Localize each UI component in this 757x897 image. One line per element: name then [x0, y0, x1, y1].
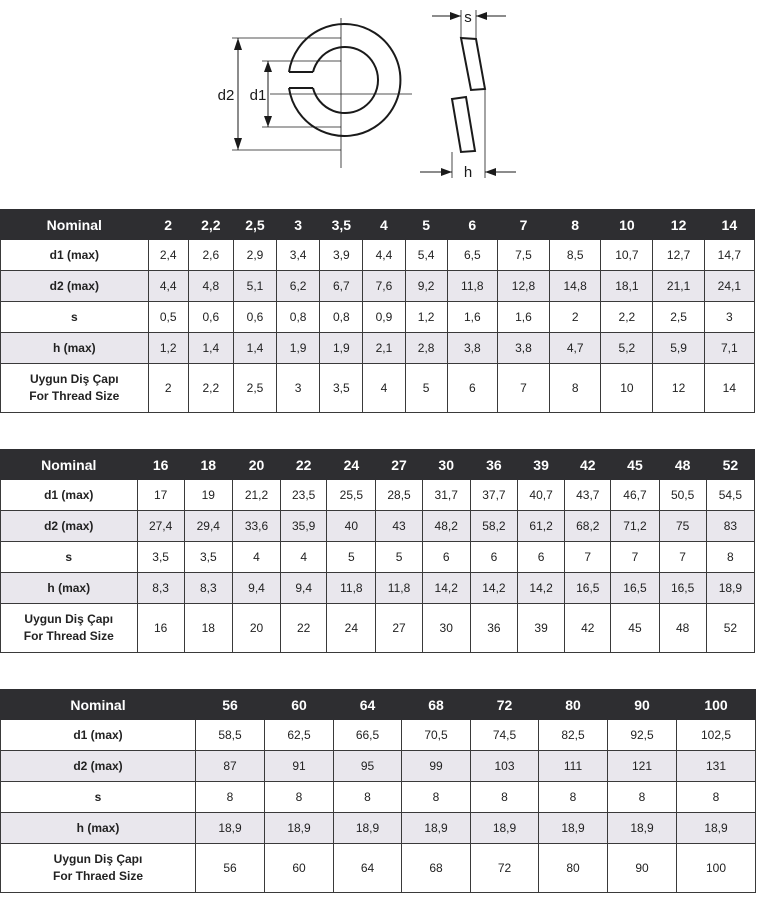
value-cell: 21,1 [653, 271, 704, 302]
value-cell: 3,5 [137, 542, 184, 573]
value-cell: 52 [706, 604, 754, 653]
value-cell: 14,2 [470, 573, 517, 604]
row-label [1, 364, 149, 413]
table-row [1, 480, 755, 511]
value-cell: 12,7 [653, 240, 704, 271]
row-label [1, 573, 138, 604]
nominal-size-header: 18 [184, 450, 232, 480]
value-cell: 12,8 [497, 271, 549, 302]
value-cell: 28,5 [376, 480, 422, 511]
value-cell: 4 [363, 364, 405, 413]
table-row [1, 782, 756, 813]
value-cell: 3 [277, 364, 320, 413]
nominal-size-header: 80 [539, 690, 608, 720]
washer-side-view [452, 10, 485, 178]
value-cell: 6 [447, 364, 497, 413]
value-cell: 10,7 [601, 240, 653, 271]
washer-diagram-svg [130, 8, 626, 184]
nominal-size-header: 5 [405, 210, 447, 240]
value-cell: 16,5 [565, 573, 611, 604]
value-cell: 3,5 [184, 542, 232, 573]
value-cell: 31,7 [422, 480, 470, 511]
value-cell: 18,9 [539, 813, 608, 844]
nominal-size-header: 3 [277, 210, 320, 240]
washer-technical-drawing [130, 8, 626, 184]
value-cell: 4,7 [550, 333, 601, 364]
value-cell: 0,5 [148, 302, 188, 333]
row-label-text: d1 (max) [44, 488, 94, 502]
value-cell: 0,6 [233, 302, 276, 333]
table-row [1, 333, 755, 364]
row-label-text: h (max) [52, 341, 96, 355]
nominal-size-header: 56 [196, 690, 265, 720]
value-cell: 27,4 [137, 511, 184, 542]
value-cell: 4,8 [188, 271, 233, 302]
value-cell: 8 [550, 364, 601, 413]
value-cell: 16,5 [611, 573, 659, 604]
value-cell: 48,2 [422, 511, 470, 542]
row-label [1, 240, 149, 271]
row-label-text: h (max) [47, 581, 91, 595]
value-cell: 91 [265, 751, 334, 782]
header-row [1, 210, 755, 240]
nominal-size-header: 20 [232, 450, 280, 480]
value-cell: 60 [265, 844, 334, 893]
row-label [1, 720, 196, 751]
value-cell: 7 [611, 542, 659, 573]
value-cell: 8 [539, 782, 608, 813]
value-cell: 0,8 [320, 302, 363, 333]
value-cell: 103 [471, 751, 539, 782]
value-cell: 22 [281, 604, 327, 653]
value-cell: 50,5 [659, 480, 706, 511]
row-label-text: h (max) [76, 821, 120, 835]
nominal-size-header: 10 [601, 210, 653, 240]
row-label [1, 302, 149, 333]
value-cell: 18,9 [608, 813, 677, 844]
value-cell: 2,5 [233, 364, 276, 413]
nominal-size-header: 36 [470, 450, 517, 480]
value-cell: 92,5 [608, 720, 677, 751]
value-cell: 4,4 [148, 271, 188, 302]
value-cell: 6,2 [277, 271, 320, 302]
value-cell: 1,6 [497, 302, 549, 333]
nominal-size-header: 24 [327, 450, 376, 480]
h-label: h [463, 164, 473, 181]
value-cell: 7 [659, 542, 706, 573]
value-cell: 8 [265, 782, 334, 813]
value-cell: 23,5 [281, 480, 327, 511]
nominal-size-header: 42 [565, 450, 611, 480]
value-cell: 43 [376, 511, 422, 542]
value-cell: 82,5 [539, 720, 608, 751]
value-cell: 62,5 [265, 720, 334, 751]
value-cell: 3 [704, 302, 754, 333]
value-cell: 56 [196, 844, 265, 893]
value-cell: 9,4 [281, 573, 327, 604]
value-cell: 33,6 [232, 511, 280, 542]
value-cell: 8 [608, 782, 677, 813]
value-cell: 1,4 [233, 333, 276, 364]
nominal-size-header: 8 [550, 210, 601, 240]
value-cell: 72 [471, 844, 539, 893]
nominal-size-header: 45 [611, 450, 659, 480]
row-label-text-en: For Thraed Size [52, 869, 144, 883]
table-row [1, 302, 755, 333]
value-cell: 64 [334, 844, 402, 893]
value-cell: 2,2 [188, 364, 233, 413]
nominal-size-header: 22 [281, 450, 327, 480]
value-cell: 75 [659, 511, 706, 542]
nominal-size-header: 14 [704, 210, 754, 240]
value-cell: 1,4 [188, 333, 233, 364]
value-cell: 3,9 [320, 240, 363, 271]
nominal-size-header: 30 [422, 450, 470, 480]
table-row [1, 511, 755, 542]
value-cell: 8,3 [184, 573, 232, 604]
row-label-text-en: For Thread Size [29, 389, 120, 403]
value-cell: 9,2 [405, 271, 447, 302]
value-cell: 0,8 [277, 302, 320, 333]
value-cell: 5 [376, 542, 422, 573]
value-cell: 36 [470, 604, 517, 653]
spec-table-2 [0, 449, 755, 653]
table-row [1, 542, 755, 573]
value-cell: 5,9 [653, 333, 704, 364]
nominal-size-header: 52 [706, 450, 754, 480]
table-row [1, 751, 756, 782]
nominal-size-header: 90 [608, 690, 677, 720]
row-label-text: d2 (max) [44, 519, 94, 533]
value-cell: 1,2 [405, 302, 447, 333]
washer-front-view [270, 18, 412, 168]
value-cell: 71,2 [611, 511, 659, 542]
value-cell: 2,6 [188, 240, 233, 271]
value-cell: 18,9 [334, 813, 402, 844]
row-label-text: d1 (max) [73, 728, 123, 742]
value-cell: 2 [148, 364, 188, 413]
value-cell: 102,5 [677, 720, 756, 751]
value-cell: 100 [677, 844, 756, 893]
row-label-text: Uygun Diş Çapı [24, 612, 114, 626]
nominal-size-header: 6 [447, 210, 497, 240]
value-cell: 25,5 [327, 480, 376, 511]
value-cell: 80 [539, 844, 608, 893]
table-row [1, 813, 756, 844]
value-cell: 4 [232, 542, 280, 573]
value-cell: 1,6 [447, 302, 497, 333]
value-cell: 11,8 [376, 573, 422, 604]
table-row [1, 364, 755, 413]
value-cell: 18,9 [706, 573, 754, 604]
value-cell: 2 [550, 302, 601, 333]
row-label [1, 751, 196, 782]
value-cell: 16,5 [659, 573, 706, 604]
value-cell: 6 [422, 542, 470, 573]
row-label [1, 511, 138, 542]
value-cell: 58,2 [470, 511, 517, 542]
value-cell: 37,7 [470, 480, 517, 511]
spec-table-3 [0, 689, 756, 893]
value-cell: 9,4 [232, 573, 280, 604]
value-cell: 0,9 [363, 302, 405, 333]
value-cell: 58,5 [196, 720, 265, 751]
row-label-text-en: For Thread Size [23, 629, 114, 643]
value-cell: 5,4 [405, 240, 447, 271]
row-label [1, 782, 196, 813]
value-cell: 11,8 [327, 573, 376, 604]
value-cell: 8,5 [550, 240, 601, 271]
nominal-size-header: 27 [376, 450, 422, 480]
nominal-size-header: 7 [497, 210, 549, 240]
row-label-text: s [70, 310, 78, 324]
nominal-size-header: 100 [677, 690, 756, 720]
value-cell: 14,7 [704, 240, 754, 271]
value-cell: 3,8 [497, 333, 549, 364]
row-label-text: d1 (max) [49, 248, 99, 262]
nominal-size-header: 72 [471, 690, 539, 720]
value-cell: 1,2 [148, 333, 188, 364]
value-cell: 121 [608, 751, 677, 782]
value-cell: 8 [402, 782, 471, 813]
row-label [1, 813, 196, 844]
nominal-size-header: 16 [137, 450, 184, 480]
value-cell: 7,6 [363, 271, 405, 302]
spec-table-1 [0, 209, 755, 413]
value-cell: 87 [196, 751, 265, 782]
row-label-text: Uygun Diş Çapı [53, 852, 143, 866]
value-cell: 17 [137, 480, 184, 511]
nominal-size-header: 3,5 [320, 210, 363, 240]
value-cell: 74,5 [471, 720, 539, 751]
value-cell: 99 [402, 751, 471, 782]
value-cell: 18,9 [265, 813, 334, 844]
value-cell: 131 [677, 751, 756, 782]
value-cell: 24,1 [704, 271, 754, 302]
value-cell: 1,9 [320, 333, 363, 364]
value-cell: 30 [422, 604, 470, 653]
nominal-size-header: 48 [659, 450, 706, 480]
value-cell: 18 [184, 604, 232, 653]
value-cell: 45 [611, 604, 659, 653]
nominal-size-header: 2 [148, 210, 188, 240]
row-label-text: d2 (max) [49, 279, 99, 293]
value-cell: 8 [196, 782, 265, 813]
value-cell: 39 [518, 604, 565, 653]
value-cell: 68,2 [565, 511, 611, 542]
value-cell: 2,9 [233, 240, 276, 271]
value-cell: 6,5 [447, 240, 497, 271]
d1-label: d1 [249, 87, 267, 104]
table-row [1, 604, 755, 653]
value-cell: 18,9 [677, 813, 756, 844]
value-cell: 7 [497, 364, 549, 413]
row-label [1, 333, 149, 364]
row-label [1, 844, 196, 893]
row-label-text: s [65, 550, 73, 564]
value-cell: 4,4 [363, 240, 405, 271]
table-row [1, 720, 756, 751]
nominal-header: Nominal [1, 210, 149, 240]
value-cell: 8 [334, 782, 402, 813]
value-cell: 42 [565, 604, 611, 653]
value-cell: 1,9 [277, 333, 320, 364]
nominal-size-header: 68 [402, 690, 471, 720]
value-cell: 18,1 [601, 271, 653, 302]
value-cell: 24 [327, 604, 376, 653]
value-cell: 18,9 [196, 813, 265, 844]
nominal-size-header: 2,2 [188, 210, 233, 240]
header-row [1, 690, 756, 720]
value-cell: 3,4 [277, 240, 320, 271]
value-cell: 48 [659, 604, 706, 653]
value-cell: 68 [402, 844, 471, 893]
value-cell: 5 [405, 364, 447, 413]
value-cell: 4 [281, 542, 327, 573]
value-cell: 8,3 [137, 573, 184, 604]
d2-label: d2 [217, 87, 235, 104]
nominal-size-header: 60 [265, 690, 334, 720]
value-cell: 43,7 [565, 480, 611, 511]
nominal-size-header: 64 [334, 690, 402, 720]
value-cell: 0,6 [188, 302, 233, 333]
value-cell: 29,4 [184, 511, 232, 542]
value-cell: 14,8 [550, 271, 601, 302]
value-cell: 2,5 [653, 302, 704, 333]
value-cell: 111 [539, 751, 608, 782]
nominal-size-header: 2,5 [233, 210, 276, 240]
value-cell: 14 [704, 364, 754, 413]
value-cell: 2,1 [363, 333, 405, 364]
value-cell: 10 [601, 364, 653, 413]
value-cell: 18,9 [471, 813, 539, 844]
table-row [1, 844, 756, 893]
value-cell: 6 [518, 542, 565, 573]
value-cell: 27 [376, 604, 422, 653]
value-cell: 2,8 [405, 333, 447, 364]
value-cell: 3,8 [447, 333, 497, 364]
value-cell: 12 [653, 364, 704, 413]
value-cell: 14,2 [518, 573, 565, 604]
nominal-size-header: 39 [518, 450, 565, 480]
row-label-text: Uygun Diş Çapı [29, 372, 119, 386]
value-cell: 90 [608, 844, 677, 893]
value-cell: 19 [184, 480, 232, 511]
row-label-text: d2 (max) [73, 759, 123, 773]
row-label [1, 480, 138, 511]
table-row [1, 271, 755, 302]
table-row [1, 240, 755, 271]
value-cell: 16 [137, 604, 184, 653]
value-cell: 8 [471, 782, 539, 813]
value-cell: 2,4 [148, 240, 188, 271]
nominal-header: Nominal [1, 690, 196, 720]
value-cell: 5,2 [601, 333, 653, 364]
value-cell: 46,7 [611, 480, 659, 511]
value-cell: 6,7 [320, 271, 363, 302]
row-label [1, 604, 138, 653]
value-cell: 5 [327, 542, 376, 573]
table-row [1, 573, 755, 604]
nominal-header: Nominal [1, 450, 138, 480]
value-cell: 20 [232, 604, 280, 653]
value-cell: 66,5 [334, 720, 402, 751]
value-cell: 35,9 [281, 511, 327, 542]
value-cell: 5,1 [233, 271, 276, 302]
value-cell: 11,8 [447, 271, 497, 302]
value-cell: 21,2 [232, 480, 280, 511]
value-cell: 18,9 [402, 813, 471, 844]
nominal-size-header: 12 [653, 210, 704, 240]
value-cell: 3,5 [320, 364, 363, 413]
value-cell: 7,1 [704, 333, 754, 364]
value-cell: 6 [470, 542, 517, 573]
value-cell: 14,2 [422, 573, 470, 604]
value-cell: 40,7 [518, 480, 565, 511]
header-row [1, 450, 755, 480]
row-label [1, 542, 138, 573]
value-cell: 2,2 [601, 302, 653, 333]
value-cell: 7,5 [497, 240, 549, 271]
value-cell: 61,2 [518, 511, 565, 542]
value-cell: 8 [706, 542, 754, 573]
value-cell: 95 [334, 751, 402, 782]
value-cell: 8 [677, 782, 756, 813]
value-cell: 54,5 [706, 480, 754, 511]
value-cell: 83 [706, 511, 754, 542]
s-label: s [464, 9, 472, 26]
value-cell: 70,5 [402, 720, 471, 751]
nominal-size-header: 4 [363, 210, 405, 240]
value-cell: 40 [327, 511, 376, 542]
value-cell: 7 [565, 542, 611, 573]
row-label [1, 271, 149, 302]
row-label-text: s [94, 790, 102, 804]
